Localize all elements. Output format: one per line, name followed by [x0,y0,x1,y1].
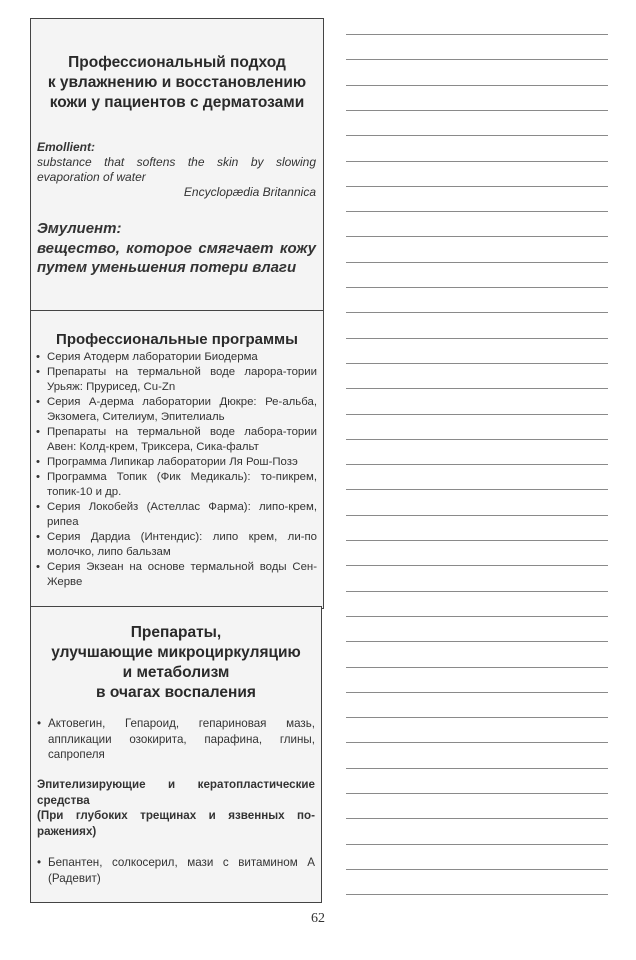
slide3-title-line: улучшающие микроциркуляцию [51,644,301,661]
slide1-title-line: кожи у пациентов с дерматозами [49,94,305,111]
note-line [346,515,608,516]
note-line [346,262,608,263]
slide-professional-programs [31,311,323,607]
note-line [346,236,608,237]
note-line [346,34,608,35]
note-line [346,667,608,668]
note-line [346,414,608,415]
note-line [346,287,608,288]
list-item: • Препараты на термальной воде ларора-тории Урьяж: Прурисед, Cu-Zn [36,365,317,395]
slide3-title-line: Препараты, [130,624,222,641]
note-line [346,59,608,60]
slide1-title-line: к увлажнению и восстановлению [47,74,307,91]
note-line [346,641,608,642]
note-line [346,540,608,541]
list-item: • Серия А-дерма лаборатории Дюкре: Ре-альба, Экзомега, Сителиум, Эпителиаль [36,395,317,425]
note-line [346,692,608,693]
russian-definition-text: вещество, которое смягчает кожу путем уменьшения потери влаги [37,239,316,276]
slide3-title [31,623,321,703]
subheading-line: Эпителизирующие и кератопластические средства [37,778,315,807]
list-item: • Бепантен, солкосерил, мази с витамином А (Радевит) [37,855,315,886]
list-item: • Актовегин, Гепароид, гепариновая мазь, аппликации озокирита, парафина, глины, сапропеля [37,716,315,763]
microcirculation-list [37,716,315,763]
note-line [346,439,608,440]
note-line [346,85,608,86]
note-line [346,312,608,313]
note-line [346,616,608,617]
list-item: • Серия Локобейз (Астеллас Фарма): липо-крем, рипеа [36,500,317,530]
note-line [346,894,608,895]
slide-microcirculation [30,606,322,903]
note-line [346,818,608,819]
russian-term: Эмулиент: [37,220,122,237]
slide3-title-line: и метаболизм [122,664,230,681]
note-line [346,565,608,566]
note-line [346,338,608,339]
list-item: • Программа Липикар лаборатории Ля Рош-Позэ [36,455,317,470]
note-line [346,742,608,743]
english-definition-text: substance that softens the skin by slowing evaporation of water [37,155,316,184]
note-line [346,844,608,845]
note-line [346,110,608,111]
subheading-line: (При глубоких трещинах и язвенных по-ражениях) [37,809,315,838]
note-line [346,591,608,592]
note-line [346,869,608,870]
note-line [346,464,608,465]
note-line [346,717,608,718]
list-item: • Серия Атодерм лаборатории Биодерма [36,350,317,365]
notes-lines [346,20,608,900]
slide2-title: Профессиональные программы [56,331,298,348]
note-line [346,388,608,389]
slide-emollient [31,19,323,311]
russian-definition [37,219,316,278]
note-line [346,161,608,162]
note-line [346,793,608,794]
note-line [346,186,608,187]
list-item: • Серия Дардиа (Интендис): липо крем, ли-по молочко, липо бальзам [36,530,317,560]
note-line [346,211,608,212]
slides-panel [30,18,324,609]
note-line [346,768,608,769]
note-line [346,135,608,136]
programs-list [36,350,317,590]
english-term: Emollient: [37,140,96,154]
slide3-title-line: в очагах воспаления [96,684,256,701]
list-item: • Серия Экзеан на основе термальной воды Сен-Жерве [36,560,317,590]
note-line [346,489,608,490]
page-number: 62 [311,911,325,926]
epithelizing-subheading [37,777,315,839]
note-line [346,363,608,364]
epithelizing-list [37,855,315,886]
list-item: • Программа Топик (Фик Медикаль): то-пикрем, топик-10 и др. [36,470,317,500]
english-definition [37,140,316,200]
definition-source: Encyclopædia Britannica [183,185,316,199]
list-item: • Препараты на термальной воде лабора-тории Авен: Колд-крем, Триксера, Сика-фальт [36,425,317,455]
slide1-title [31,53,323,113]
slide1-title-line: Профессиональный подход [68,54,286,71]
